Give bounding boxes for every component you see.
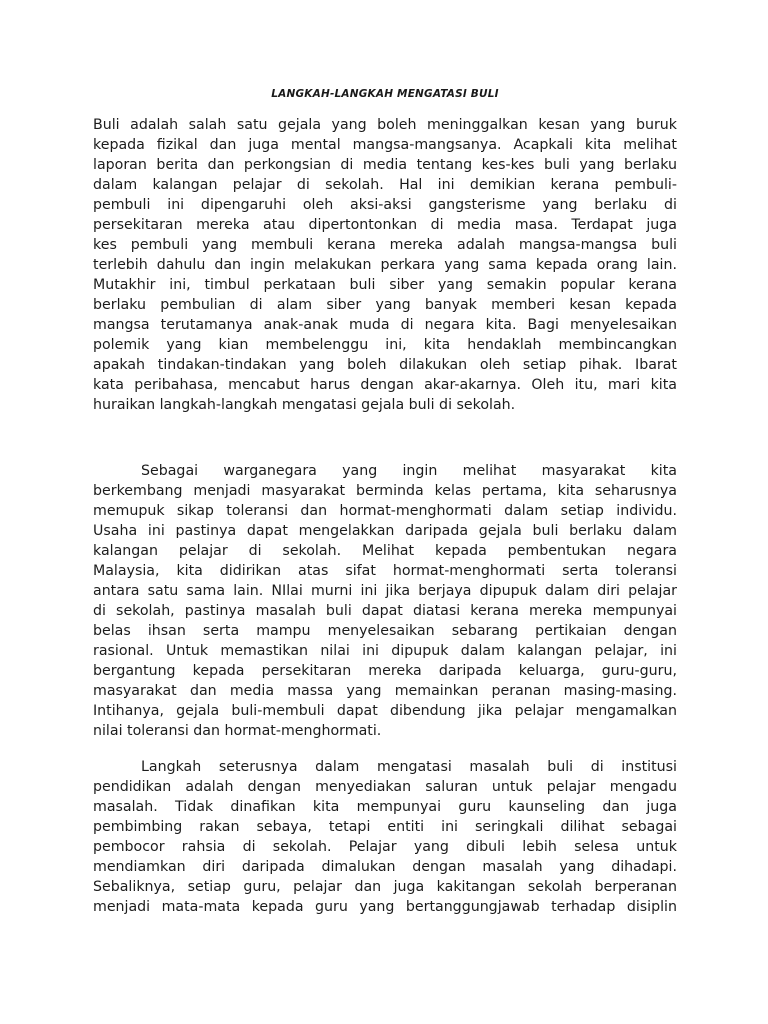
paragraph-tolerance [93, 461, 677, 741]
paragraph-complaint-channel [93, 757, 677, 917]
text-line: menjadi mata-mata kepada guru yang bertanggungjawab terhadap disiplin [93, 899, 677, 915]
text-line: antara satu sama lain. NIlai murni ini jika berjaya dipupuk dalam diri pelajar [93, 583, 677, 599]
text-line: huraikan langkah-langkah mengatasi gejala buli di sekolah. [93, 397, 516, 413]
text-line: pendidikan adalah dengan menyediakan saluran untuk pelajar mengadu [93, 779, 677, 795]
text-line: masalah. Tidak dinafikan kita mempunyai guru kaunseling dan juga [93, 799, 677, 815]
text-line: kes pembuli yang membuli kerana mereka adalah mangsa-mangsa buli [93, 237, 677, 253]
text-line: bergantung kepada persekitaran mereka daripada keluarga, guru-guru, [93, 663, 677, 679]
text-line: Malaysia, kita didirikan atas sifat hormat-menghormati serta toleransi [93, 563, 677, 579]
text-line: laporan berita dan perkongsian di media tentang kes-kes buli yang berlaku [93, 157, 677, 173]
text-line: kepada fizikal dan juga mental mangsa-mangsanya. Acapkali kita melihat [93, 137, 677, 153]
text-line: Sebagai warganegara yang ingin melihat masyarakat kita [141, 463, 677, 479]
text-line: pembocor rahsia di sekolah. Pelajar yang dibuli lebih selesa untuk [93, 839, 677, 855]
text-line: mangsa terutamanya anak-anak muda di negara kita. Bagi menyelesaikan [93, 317, 677, 333]
text-line: apakah tindakan-tindakan yang boleh dilakukan oleh setiap pihak. Ibarat [93, 357, 677, 373]
text-line: pembimbing rakan sebaya, tetapi entiti ini seringkali dilihat sebagai [93, 819, 677, 835]
text-line: berkembang menjadi masyarakat berminda kelas pertama, kita seharusnya [93, 483, 677, 499]
text-line: Mutakhir ini, timbul perkataan buli siber yang semakin popular kerana [93, 277, 677, 293]
text-line: pembuli ini dipengaruhi oleh aksi-aksi gangsterisme yang berlaku di [93, 197, 677, 213]
text-line: kalangan pelajar di sekolah. Melihat kepada pembentukan negara [93, 543, 677, 559]
text-line: berlaku pembulian di alam siber yang banyak memberi kesan kepada [93, 297, 677, 313]
text-line: persekitaran mereka atau dipertontonkan di media masa. Terdapat juga [93, 217, 677, 233]
text-line: di sekolah, pastinya masalah buli dapat diatasi kerana mereka mempunyai [93, 603, 677, 619]
text-line: polemik yang kian membelenggu ini, kita hendaklah membincangkan [93, 337, 677, 353]
text-line: dalam kalangan pelajar di sekolah. Hal ini demikian kerana pembuli- [93, 177, 677, 193]
text-line: Langkah seterusnya dalam mengatasi masalah buli di institusi [141, 759, 677, 775]
paragraph-introduction [93, 115, 677, 415]
text-line: Usaha ini pastinya dapat mengelakkan daripada gejala buli berlaku dalam [93, 523, 677, 539]
text-line: nilai toleransi dan hormat-menghormati. [93, 723, 382, 739]
text-line: terlebih dahulu dan ingin melakukan perkara yang sama kepada orang lain. [93, 257, 677, 273]
text-line: rasional. Untuk memastikan nilai ini dipupuk dalam kalangan pelajar, ini [93, 643, 677, 659]
text-line: Buli adalah salah satu gejala yang boleh meninggalkan kesan yang buruk [93, 117, 677, 133]
text-line: Intihanya, gejala buli-membuli dapat dibendung jika pelajar mengamalkan [93, 703, 677, 719]
text-line: mendiamkan diri daripada dimalukan dengan masalah yang dihadapi. [93, 859, 677, 875]
text-line: kata peribahasa, mencabut harus dengan akar-akarnya. Oleh itu, mari kita [93, 377, 677, 393]
text-line: Sebaliknya, setiap guru, pelajar dan juga kakitangan sekolah berperanan [93, 879, 677, 895]
document-title: LANGKAH-LANGKAH MENGATASI BULI [271, 88, 499, 100]
text-line: masyarakat dan media massa yang memainkan peranan masing-masing. [93, 683, 677, 699]
text-line: belas ihsan serta mampu menyelesaikan sebarang pertikaian dengan [93, 623, 677, 639]
text-line: memupuk sikap toleransi dan hormat-menghormati dalam setiap individu. [93, 503, 677, 519]
